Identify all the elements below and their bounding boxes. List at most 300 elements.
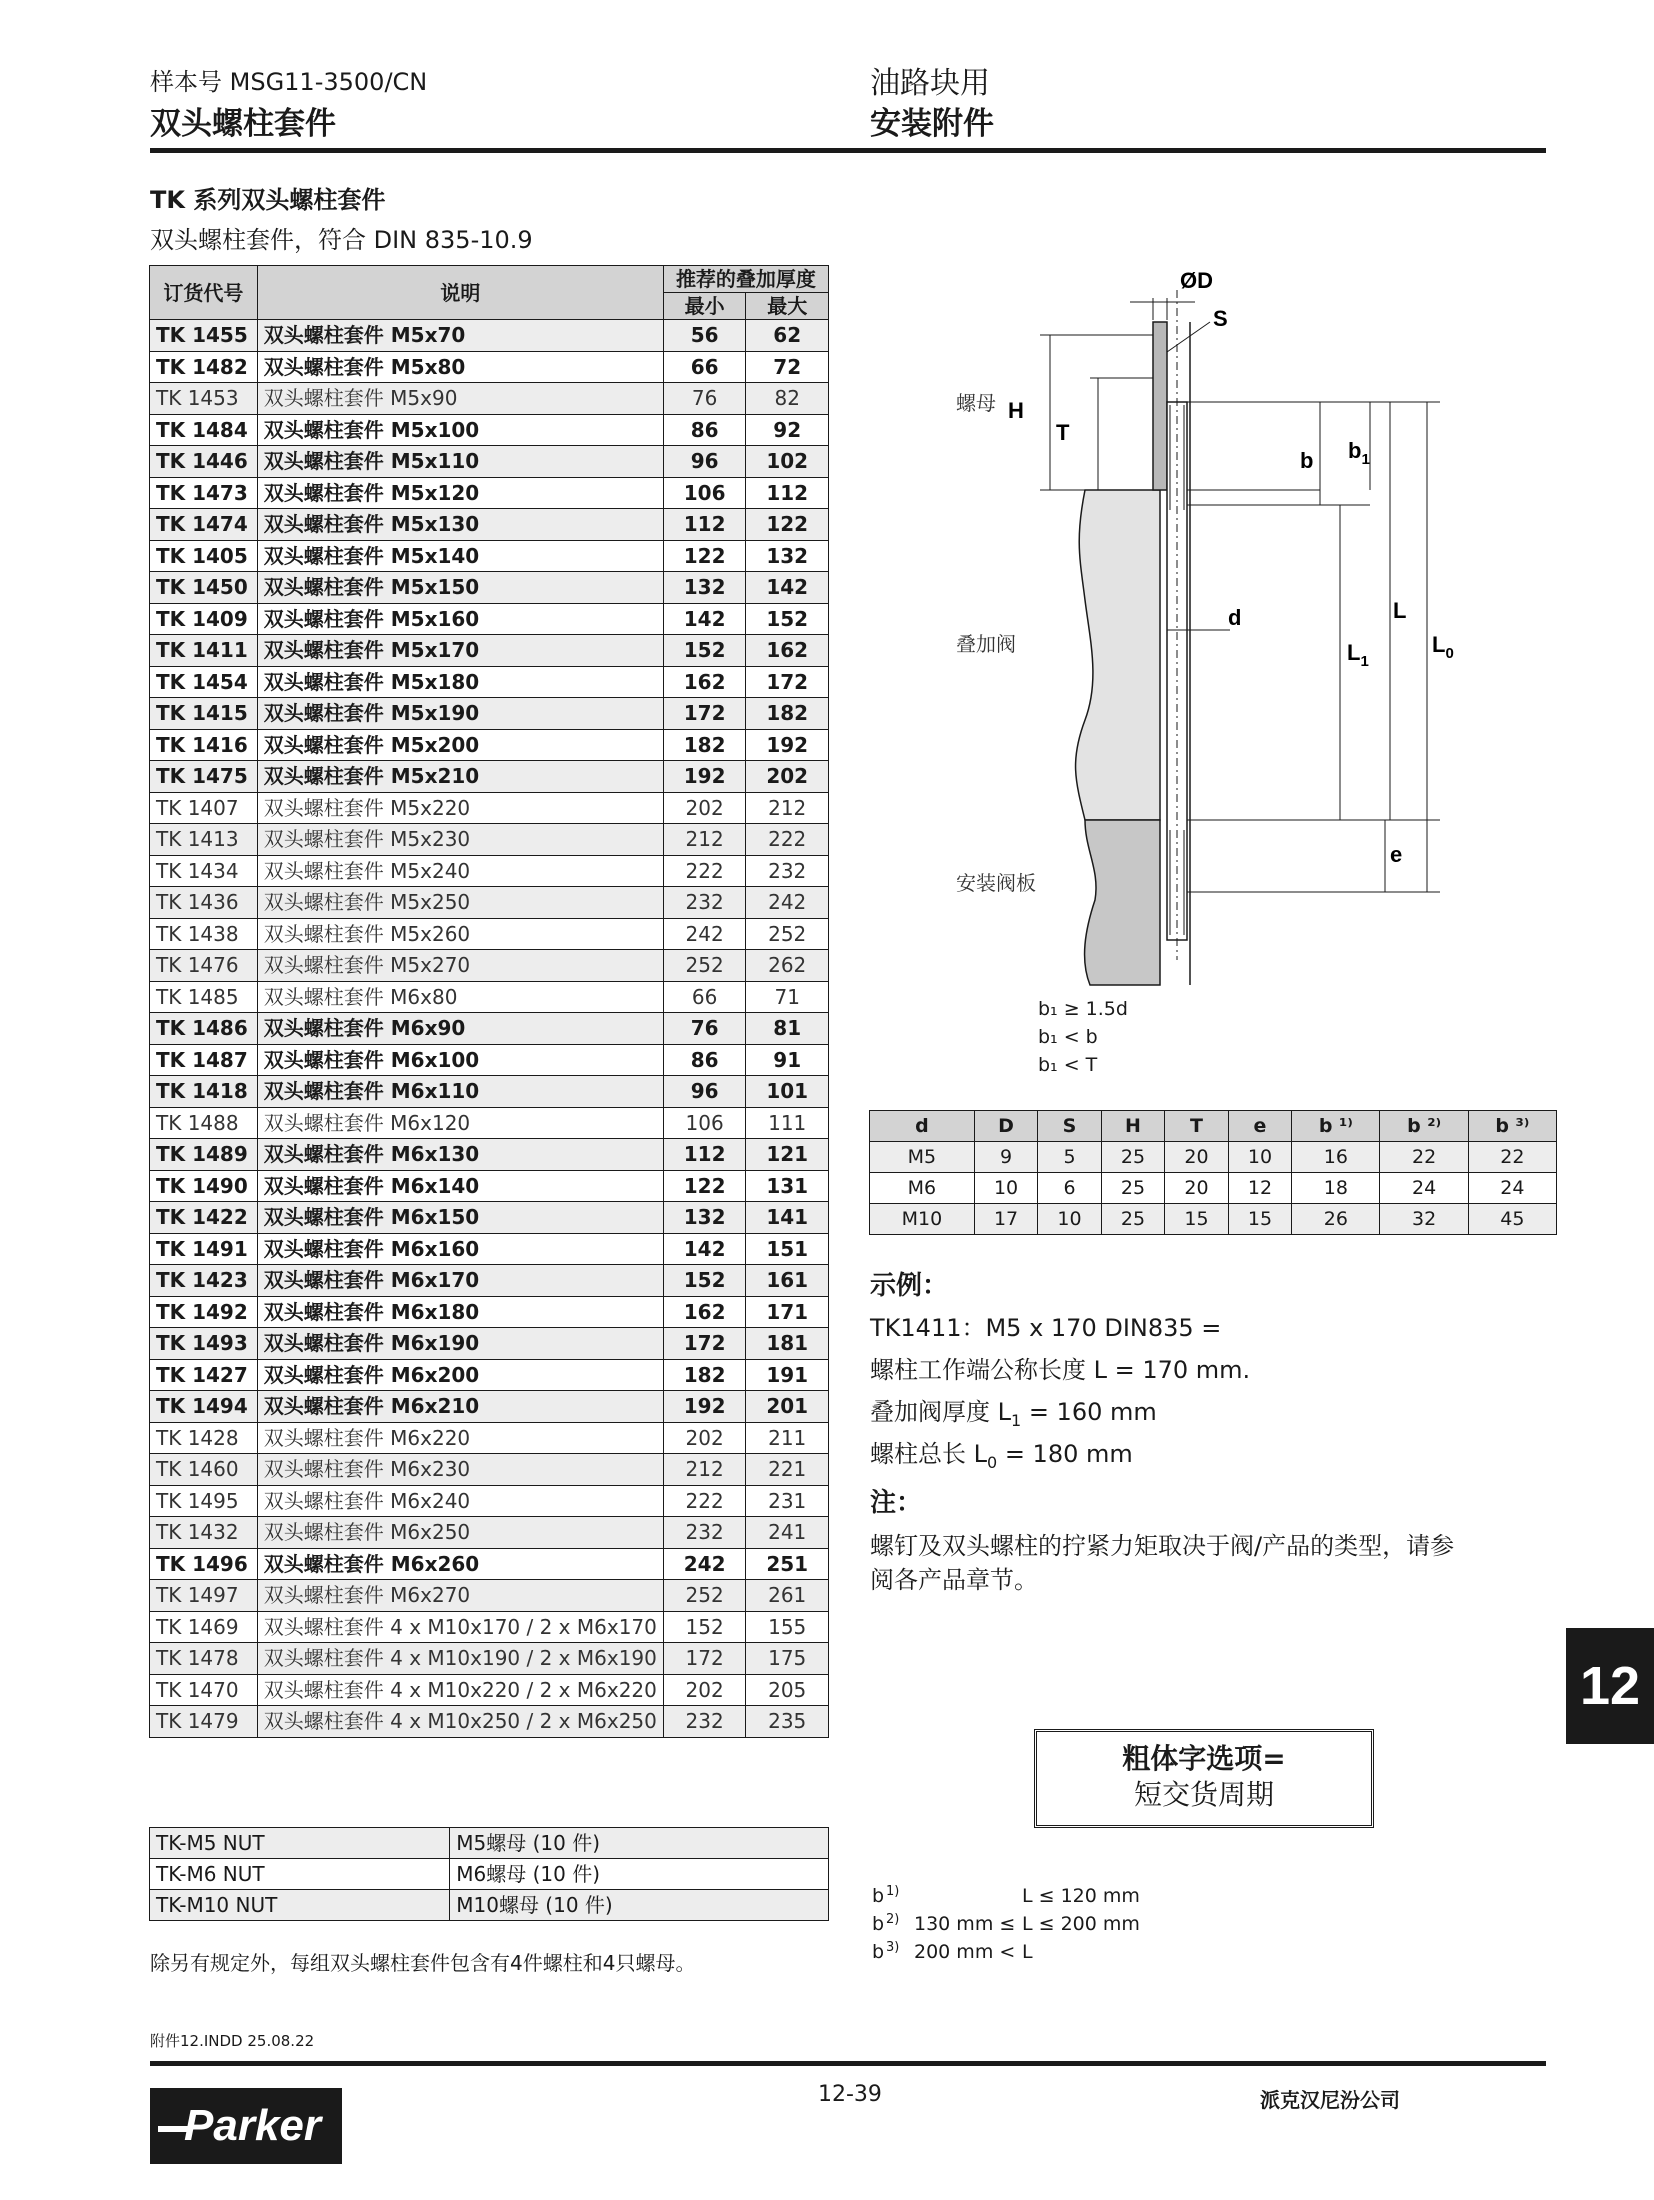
label-l: L xyxy=(1393,598,1407,623)
cell-min: 132 xyxy=(663,1202,746,1234)
table-row xyxy=(150,1296,829,1328)
dim-header: b ²⁾ xyxy=(1380,1111,1468,1142)
table-row xyxy=(150,1674,829,1706)
cell-desc: 双头螺柱套件 M5x180 xyxy=(257,666,663,698)
cell-min: 142 xyxy=(663,1233,746,1265)
cell-code: TK 1450 xyxy=(150,572,258,604)
cell-min: 122 xyxy=(663,1170,746,1202)
label-nut: 螺母 xyxy=(956,391,996,415)
cell-max: 71 xyxy=(746,981,829,1013)
cell-desc: 双头螺柱套件 4 x M10x190 / 2 x M6x190 xyxy=(257,1643,663,1675)
cell-max: 235 xyxy=(746,1706,829,1738)
cell-desc: 双头螺柱套件 M6x140 xyxy=(257,1170,663,1202)
cell-desc: 双头螺柱套件 4 x M10x250 / 2 x M6x250 xyxy=(257,1706,663,1738)
cell-min: 152 xyxy=(663,635,746,667)
example-line-2: 螺柱工作端公称长度 L = 170 mm. xyxy=(870,1356,1251,1384)
cell-desc: 双头螺柱套件 M6x270 xyxy=(257,1580,663,1612)
dim-row xyxy=(870,1142,1557,1173)
label-b1: $b_1$ xyxy=(1348,438,1370,468)
footnote-cond: L ≤ 200 mm xyxy=(1022,1913,1140,1935)
cell-max: 111 xyxy=(746,1107,829,1139)
cell-code: TK 1491 xyxy=(150,1233,258,1265)
cell-min: 56 xyxy=(663,320,746,352)
cell-max: 102 xyxy=(746,446,829,478)
table-row xyxy=(150,477,829,509)
label-plate: 安装阀板 xyxy=(956,871,1036,895)
dim-cell: 25 xyxy=(1101,1173,1164,1204)
example-title: 示例： xyxy=(870,1271,949,1301)
table-row xyxy=(150,918,829,950)
dim-header: e xyxy=(1228,1111,1291,1142)
note-title: 注： xyxy=(870,1488,923,1518)
cell-min: 182 xyxy=(663,729,746,761)
dim-cell: 10 xyxy=(1228,1142,1291,1173)
nut-cell-code: TK-M10 NUT xyxy=(150,1890,450,1921)
cell-min: 202 xyxy=(663,1422,746,1454)
cell-max: 81 xyxy=(746,1013,829,1045)
section-subtitle: 双头螺柱套件，符合 DIN 835-10.9 xyxy=(150,226,533,254)
catalog-number: 样本号 MSG11-3500/CN xyxy=(150,68,428,96)
cell-desc: 双头螺柱套件 M6x160 xyxy=(257,1233,663,1265)
label-b: b xyxy=(1300,448,1314,473)
label-valve: 叠加阀 xyxy=(956,632,1016,656)
cell-min: 242 xyxy=(663,918,746,950)
cell-min: 222 xyxy=(663,855,746,887)
nut-cell-code: TK-M6 NUT xyxy=(150,1859,450,1890)
cell-max: 112 xyxy=(746,477,829,509)
example-line-3: 叠加阀厚度 $L_1 = 160$ mm xyxy=(870,1398,1157,1430)
cell-desc: 双头螺柱套件 M5x100 xyxy=(257,414,663,446)
cell-min: 112 xyxy=(663,509,746,541)
footnote-range: 130 mm ≤ xyxy=(914,1913,1016,1935)
cell-desc: 双头螺柱套件 M5x160 xyxy=(257,603,663,635)
table-row xyxy=(150,603,829,635)
footnote-sup: 1) xyxy=(886,1884,900,1899)
cell-min: 252 xyxy=(663,1580,746,1612)
label-s: S xyxy=(1213,306,1228,331)
cell-min: 232 xyxy=(663,1517,746,1549)
cell-min: 172 xyxy=(663,1643,746,1675)
table-row xyxy=(150,572,829,604)
cell-desc: 双头螺柱套件 M5x90 xyxy=(257,383,663,415)
col-header-desc: 说明 xyxy=(257,266,663,320)
cell-min: 152 xyxy=(663,1265,746,1297)
nut-table xyxy=(149,1827,829,1921)
cell-min: 152 xyxy=(663,1611,746,1643)
cell-max: 72 xyxy=(746,351,829,383)
footnote-sup: 3) xyxy=(886,1940,900,1955)
cell-desc: 双头螺柱套件 M6x130 xyxy=(257,1139,663,1171)
cell-max: 62 xyxy=(746,320,829,352)
cell-max: 221 xyxy=(746,1454,829,1486)
cell-max: 172 xyxy=(746,666,829,698)
chapter-tab: 12 xyxy=(1566,1628,1654,1744)
dim-cell: M5 xyxy=(870,1142,975,1173)
dim-cell: M10 xyxy=(870,1204,975,1235)
cell-code: TK 1432 xyxy=(150,1517,258,1549)
cell-desc: 双头螺柱套件 M6x260 xyxy=(257,1548,663,1580)
table-row xyxy=(150,1107,829,1139)
cell-min: 172 xyxy=(663,1328,746,1360)
cell-max: 212 xyxy=(746,792,829,824)
dim-cell: 45 xyxy=(1468,1204,1556,1235)
cell-min: 106 xyxy=(663,477,746,509)
dim-row xyxy=(870,1204,1557,1235)
cell-max: 205 xyxy=(746,1674,829,1706)
col-header-thickness: 推荐的叠加厚度 xyxy=(663,266,828,293)
dim-cell: 6 xyxy=(1038,1173,1101,1204)
cell-code: TK 1495 xyxy=(150,1485,258,1517)
cell-desc: 双头螺柱套件 M6x190 xyxy=(257,1328,663,1360)
bold-legend-box xyxy=(1034,1729,1374,1828)
example-line-4: 螺柱总长 $L_0 = 180$ mm xyxy=(870,1440,1133,1472)
cell-code: TK 1434 xyxy=(150,855,258,887)
cell-max: 232 xyxy=(746,855,829,887)
cell-min: 182 xyxy=(663,1359,746,1391)
cell-max: 101 xyxy=(746,1076,829,1108)
cell-min: 96 xyxy=(663,446,746,478)
cell-min: 192 xyxy=(663,1391,746,1423)
cell-code: TK 1487 xyxy=(150,1044,258,1076)
table-row xyxy=(150,761,829,793)
cell-code: TK 1492 xyxy=(150,1296,258,1328)
cell-code: TK 1478 xyxy=(150,1643,258,1675)
cell-min: 162 xyxy=(663,666,746,698)
stud-diagram xyxy=(920,262,1480,1002)
cell-code: TK 1423 xyxy=(150,1265,258,1297)
cell-min: 86 xyxy=(663,1044,746,1076)
dim-cell: 20 xyxy=(1165,1142,1228,1173)
cell-desc: 双头螺柱套件 M6x80 xyxy=(257,981,663,1013)
cell-code: TK 1416 xyxy=(150,729,258,761)
cell-min: 86 xyxy=(663,414,746,446)
cell-code: TK 1489 xyxy=(150,1139,258,1171)
col-header-max: 最大 xyxy=(746,293,829,320)
cell-max: 181 xyxy=(746,1328,829,1360)
table-row xyxy=(150,1359,829,1391)
cell-desc: 双头螺柱套件 M5x230 xyxy=(257,824,663,856)
cell-max: 242 xyxy=(746,887,829,919)
company-name: 派克汉尼汾公司 xyxy=(1260,2088,1400,2112)
footnote-b: b xyxy=(872,1913,885,1935)
header-section: 安装附件 xyxy=(870,106,994,142)
cell-min: 202 xyxy=(663,792,746,824)
cell-code: TK 1446 xyxy=(150,446,258,478)
cell-max: 175 xyxy=(746,1643,829,1675)
cell-code: TK 1413 xyxy=(150,824,258,856)
label-t: T xyxy=(1056,420,1070,445)
cell-min: 142 xyxy=(663,603,746,635)
cell-max: 151 xyxy=(746,1233,829,1265)
diagram-conditions xyxy=(1038,995,1128,1079)
cell-code: TK 1409 xyxy=(150,603,258,635)
cell-desc: 双头螺柱套件 M6x100 xyxy=(257,1044,663,1076)
cell-code: TK 1453 xyxy=(150,383,258,415)
nut-row xyxy=(150,1828,829,1859)
cell-desc: 双头螺柱套件 M5x210 xyxy=(257,761,663,793)
footnote-b: b xyxy=(872,1885,885,1907)
cell-code: TK 1438 xyxy=(150,918,258,950)
table-row xyxy=(150,1202,829,1234)
cell-min: 202 xyxy=(663,1674,746,1706)
table-row xyxy=(150,1454,829,1486)
table-row xyxy=(150,1076,829,1108)
dim-cell: 18 xyxy=(1292,1173,1380,1204)
dim-cell: 24 xyxy=(1380,1173,1468,1204)
cell-desc: 双头螺柱套件 M6x220 xyxy=(257,1422,663,1454)
cell-desc: 双头螺柱套件 M5x240 xyxy=(257,855,663,887)
dim-cell: 5 xyxy=(1038,1142,1101,1173)
cell-min: 192 xyxy=(663,761,746,793)
cell-max: 191 xyxy=(746,1359,829,1391)
cell-desc: 双头螺柱套件 M6x210 xyxy=(257,1391,663,1423)
cell-code: TK 1469 xyxy=(150,1611,258,1643)
table-row xyxy=(150,1013,829,1045)
bold-legend-line-2: 短交货周期 xyxy=(1133,1778,1274,1811)
cell-desc: 双头螺柱套件 M6x150 xyxy=(257,1202,663,1234)
cell-desc: 双头螺柱套件 M6x180 xyxy=(257,1296,663,1328)
table-row xyxy=(150,1233,829,1265)
cell-desc: 双头螺柱套件 M5x130 xyxy=(257,509,663,541)
table-row xyxy=(150,1265,829,1297)
cell-code: TK 1493 xyxy=(150,1328,258,1360)
cell-max: 92 xyxy=(746,414,829,446)
cell-code: TK 1490 xyxy=(150,1170,258,1202)
table-row xyxy=(150,729,829,761)
cell-code: TK 1428 xyxy=(150,1422,258,1454)
label-h: H xyxy=(1008,398,1024,423)
cell-desc: 双头螺柱套件 M5x190 xyxy=(257,698,663,730)
dim-cell: 10 xyxy=(974,1173,1037,1204)
condition-3: b₁ < T xyxy=(1038,1054,1098,1076)
table-row xyxy=(150,446,829,478)
cell-desc: 双头螺柱套件 M6x90 xyxy=(257,1013,663,1045)
dim-cell: 24 xyxy=(1468,1173,1556,1204)
nut-cell-desc: M10螺母 (10 件) xyxy=(450,1890,829,1921)
example-line-1: TK1411：M5 x 170 DIN835 = xyxy=(870,1314,1222,1342)
cell-desc: 双头螺柱套件 M6x200 xyxy=(257,1359,663,1391)
cell-max: 161 xyxy=(746,1265,829,1297)
table-row xyxy=(150,698,829,730)
dim-header: D xyxy=(974,1111,1037,1142)
table-row xyxy=(150,635,829,667)
table-row xyxy=(150,414,829,446)
cell-desc: 双头螺柱套件 M6x170 xyxy=(257,1265,663,1297)
dim-cell: 26 xyxy=(1292,1204,1380,1235)
cell-desc: 双头螺柱套件 M6x110 xyxy=(257,1076,663,1108)
cell-min: 106 xyxy=(663,1107,746,1139)
cell-code: TK 1422 xyxy=(150,1202,258,1234)
dim-cell: 12 xyxy=(1228,1173,1291,1204)
stud-kit-table xyxy=(149,265,829,1738)
cell-max: 192 xyxy=(746,729,829,761)
table-row xyxy=(150,981,829,1013)
table-row xyxy=(150,1611,829,1643)
dim-row xyxy=(870,1173,1557,1204)
label-d: d xyxy=(1228,605,1242,630)
section-title: TK 系列双头螺柱套件 xyxy=(150,186,386,214)
table-row xyxy=(150,1580,829,1612)
table-row xyxy=(150,1422,829,1454)
label-od: ØD xyxy=(1180,268,1213,293)
dim-header: H xyxy=(1101,1111,1164,1142)
dim-header: S xyxy=(1038,1111,1101,1142)
condition-1: b₁ ≥ 1.5d xyxy=(1038,998,1128,1020)
table-row xyxy=(150,887,829,919)
cell-desc: 双头螺柱套件 M6x250 xyxy=(257,1517,663,1549)
footnote-b: b xyxy=(872,1941,885,1963)
cell-code: TK 1470 xyxy=(150,1674,258,1706)
cell-code: TK 1436 xyxy=(150,887,258,919)
table-row xyxy=(150,351,829,383)
label-l1: $L_1$ xyxy=(1347,640,1369,670)
cell-max: 231 xyxy=(746,1485,829,1517)
cell-code: TK 1482 xyxy=(150,351,258,383)
col-header-min: 最小 xyxy=(663,293,746,320)
cell-code: TK 1427 xyxy=(150,1359,258,1391)
table-row xyxy=(150,1139,829,1171)
table-row xyxy=(150,1548,829,1580)
header-rule xyxy=(150,148,1546,153)
cell-min: 66 xyxy=(663,351,746,383)
cell-min: 132 xyxy=(663,572,746,604)
cell-code: TK 1486 xyxy=(150,1013,258,1045)
dim-cell: 20 xyxy=(1165,1173,1228,1204)
cell-code: TK 1497 xyxy=(150,1580,258,1612)
cell-code: TK 1479 xyxy=(150,1706,258,1738)
nut-row xyxy=(150,1859,829,1890)
dim-cell: 10 xyxy=(1038,1204,1101,1235)
dim-header: b ³⁾ xyxy=(1468,1111,1556,1142)
table-row xyxy=(150,383,829,415)
dim-header: d xyxy=(870,1111,975,1142)
cell-min: 66 xyxy=(663,981,746,1013)
condition-2: b₁ < b xyxy=(1038,1026,1098,1048)
file-info: 附件12.INDD 25.08.22 xyxy=(150,2032,315,2050)
footnote-cond: L ≤ 120 mm xyxy=(1022,1885,1140,1907)
cell-desc: 双头螺柱套件 M5x110 xyxy=(257,446,663,478)
cell-min: 212 xyxy=(663,1454,746,1486)
cell-max: 131 xyxy=(746,1170,829,1202)
cell-max: 121 xyxy=(746,1139,829,1171)
cell-max: 141 xyxy=(746,1202,829,1234)
table-row xyxy=(150,509,829,541)
table-row xyxy=(150,1706,829,1738)
dim-cell: 16 xyxy=(1292,1142,1380,1173)
table-row xyxy=(150,824,829,856)
cell-max: 155 xyxy=(746,1611,829,1643)
cell-code: TK 1405 xyxy=(150,540,258,572)
note-line-2: 阅各产品章节。 xyxy=(870,1566,1038,1594)
cell-min: 162 xyxy=(663,1296,746,1328)
header-subtitle: 油路块用 xyxy=(870,66,990,101)
cell-max: 171 xyxy=(746,1296,829,1328)
cell-desc: 双头螺柱套件 M5x70 xyxy=(257,320,663,352)
cell-desc: 双头螺柱套件 4 x M10x220 / 2 x M6x220 xyxy=(257,1674,663,1706)
table-row xyxy=(150,855,829,887)
cell-desc: 双头螺柱套件 M5x140 xyxy=(257,540,663,572)
cell-max: 201 xyxy=(746,1391,829,1423)
cell-code: TK 1411 xyxy=(150,635,258,667)
table-row xyxy=(150,950,829,982)
table-row xyxy=(150,1643,829,1675)
dimension-table xyxy=(869,1110,1557,1235)
cell-code: TK 1454 xyxy=(150,666,258,698)
cell-max: 132 xyxy=(746,540,829,572)
cell-max: 222 xyxy=(746,824,829,856)
cell-desc: 双头螺柱套件 M5x200 xyxy=(257,729,663,761)
cell-code: TK 1496 xyxy=(150,1548,258,1580)
dim-cell: M6 xyxy=(870,1173,975,1204)
nut-cell-desc: M6螺母 (10 件) xyxy=(450,1859,829,1890)
page-number: 12-39 xyxy=(818,2082,882,2107)
cell-max: 162 xyxy=(746,635,829,667)
cell-min: 242 xyxy=(663,1548,746,1580)
cell-code: TK 1476 xyxy=(150,950,258,982)
dim-cell: 15 xyxy=(1165,1204,1228,1235)
cell-desc: 双头螺柱套件 4 x M10x170 / 2 x M6x170 xyxy=(257,1611,663,1643)
bold-legend-line-1: 粗体字选项= xyxy=(1122,1742,1286,1775)
kit-note: 除另有规定外，每组双头螺柱套件包含有4件螺柱和4只螺母。 xyxy=(150,1951,696,1975)
cell-desc: 双头螺柱套件 M5x150 xyxy=(257,572,663,604)
cell-code: TK 1474 xyxy=(150,509,258,541)
label-e: e xyxy=(1390,842,1403,867)
cell-code: TK 1415 xyxy=(150,698,258,730)
cell-max: 252 xyxy=(746,918,829,950)
cell-max: 251 xyxy=(746,1548,829,1580)
cell-code: TK 1494 xyxy=(150,1391,258,1423)
cell-max: 261 xyxy=(746,1580,829,1612)
parker-logo: Parker xyxy=(150,2088,342,2164)
cell-code: TK 1407 xyxy=(150,792,258,824)
cell-code: TK 1418 xyxy=(150,1076,258,1108)
cell-min: 76 xyxy=(663,383,746,415)
dim-cell: 15 xyxy=(1228,1204,1291,1235)
cell-desc: 双头螺柱套件 M5x250 xyxy=(257,887,663,919)
cell-desc: 双头螺柱套件 M6x230 xyxy=(257,1454,663,1486)
cell-max: 82 xyxy=(746,383,829,415)
dim-cell: 22 xyxy=(1468,1142,1556,1173)
nut-cell-code: TK-M5 NUT xyxy=(150,1828,450,1859)
cell-code: TK 1473 xyxy=(150,477,258,509)
dim-cell: 17 xyxy=(974,1204,1037,1235)
cell-code: TK 1455 xyxy=(150,320,258,352)
nut-cell-desc: M5螺母 (10 件) xyxy=(450,1828,829,1859)
cell-min: 172 xyxy=(663,698,746,730)
dim-header: b ¹⁾ xyxy=(1292,1111,1380,1142)
note-line-1: 螺钉及双头螺柱的拧紧力矩取决于阀/产品的类型，请参 xyxy=(870,1532,1455,1560)
page-title: 双头螺柱套件 xyxy=(150,106,336,142)
cell-max: 122 xyxy=(746,509,829,541)
cell-max: 202 xyxy=(746,761,829,793)
cell-max: 182 xyxy=(746,698,829,730)
nut-row xyxy=(150,1890,829,1921)
cell-min: 212 xyxy=(663,824,746,856)
footnote-cond: L xyxy=(1022,1941,1033,1963)
table-row xyxy=(150,1391,829,1423)
cell-desc: 双头螺柱套件 M6x240 xyxy=(257,1485,663,1517)
dim-cell: 25 xyxy=(1101,1204,1164,1235)
table-row xyxy=(150,666,829,698)
cell-max: 152 xyxy=(746,603,829,635)
dim-cell: 32 xyxy=(1380,1204,1468,1235)
cell-max: 91 xyxy=(746,1044,829,1076)
table-row xyxy=(150,792,829,824)
table-row xyxy=(150,1517,829,1549)
cell-desc: 双头螺柱套件 M5x220 xyxy=(257,792,663,824)
cell-code: TK 1485 xyxy=(150,981,258,1013)
cell-min: 76 xyxy=(663,1013,746,1045)
